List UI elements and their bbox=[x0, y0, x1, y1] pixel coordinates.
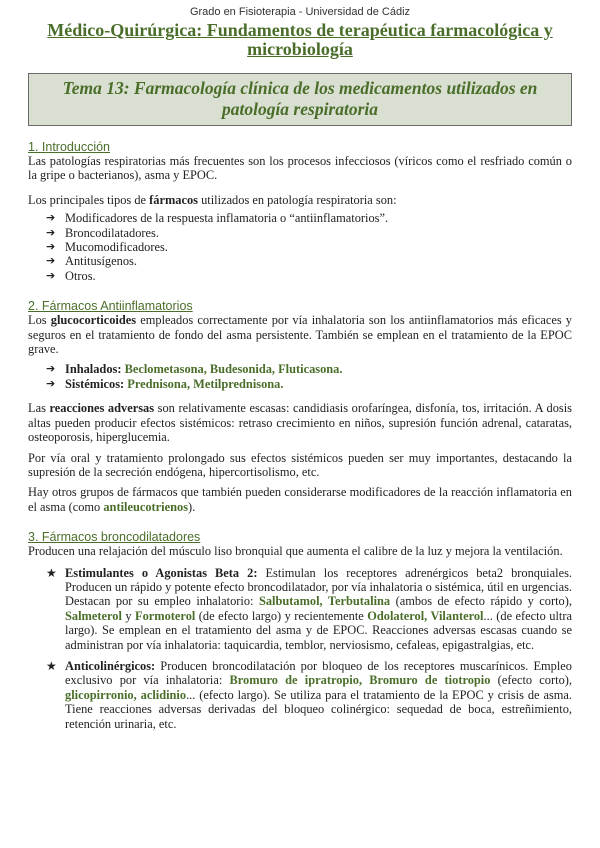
arrow-bullet-icon: ➔ bbox=[46, 362, 56, 376]
arrow-bullet-icon: ➔ bbox=[46, 225, 56, 239]
route-list bbox=[28, 362, 572, 391]
arrow-bullet-icon: ➔ bbox=[46, 376, 56, 390]
list-item: ➔ Sistémicos: Prednisona, Metilprednisona. bbox=[46, 376, 284, 391]
topic-title: Tema 13: Farmacología clínica de los medicamentos utilizados en patología respiratoria bbox=[62, 78, 538, 119]
arrow-bullet-icon: ➔ bbox=[46, 211, 56, 225]
paragraph: Hay otros grupos de fármacos que también pueden considerarse modificadores de la reacción inflamatoria en el asma (como antileucotrienos). bbox=[28, 485, 572, 514]
list-item: ➔ Otros. bbox=[46, 268, 96, 283]
list-item: ➔ Modificadores de la respuesta inflamatoria o “antiinflamatorios”. bbox=[46, 211, 389, 226]
bronchodilator-list bbox=[28, 566, 572, 731]
star-bullet-icon: ★ bbox=[46, 658, 57, 673]
arrow-bullet-icon: ➔ bbox=[46, 268, 56, 282]
document-title: Médico-Quirúrgica: Fundamentos de terapéutica farmacológica y microbiología bbox=[47, 20, 553, 59]
list-item: ➔ Broncodilatadores. bbox=[46, 225, 159, 240]
paragraph: Los glucocorticoides empleados correctamente por vía inhalatoria son los antiinflamatorios más eficaces y seguros en el tratamiento de fondo del asma persistente. También se emplean en el tratamiento de la EPOC grave. bbox=[28, 313, 572, 357]
section-heading-broncodilatadores: 3. Fármacos broncodilatadores bbox=[28, 530, 201, 545]
arrow-bullet-icon: ➔ bbox=[46, 254, 56, 268]
paragraph: Producen una relajación del músculo liso bronquial que aumenta el calibre de la luz y mejora la ventilación. bbox=[28, 544, 563, 559]
list-item: ➔ Mucomodificadores. bbox=[46, 240, 168, 255]
topic-title-box bbox=[28, 73, 572, 126]
list-item: ➔ Inhalados: Beclometasona, Budesonida, Fluticasona. bbox=[46, 362, 343, 377]
list-item: ➔ Antitusígenos. bbox=[46, 254, 137, 269]
paragraph: Las reacciones adversas son relativamente escasas: candidiasis orofaríngea, disfonía, tos, irritación. A dosis altas pueden producir efectos sistémicos: retraso crecimiento en niños, supresión función adrenal, cataratas, osteoporosis, hiperglucemia. bbox=[28, 401, 572, 445]
list-item: ★ Estimulantes o Agonistas Beta 2: Estimulan los receptores adrenérgicos beta2 bronquiales. Producen un rápido y potente efecto broncodilatador, por vía inhalatoria o sistémica, útil en urgencias. Destacan por su empleo inhalatorio: Salbutamol, Terbutalina (ambos de efecto rápido y corto), Salmeterol y Formoterol (de efecto largo) y recientemente Odolaterol, Vilanterol... (de efecto ultra largo). Se emplean en el tratamiento del asma y de EPOC. Reacciones adversas escasas cuando se administran por vía inhalatoria: taquicardia, temblor, nerviosismo, cefaleas, epigastralgias, etc. bbox=[46, 565, 572, 652]
paragraph: Las patologías respiratorias más frecuentes son los procesos infecciosos (víricos como el resfriado común o la gripe o bacterianos), asma y EPOC. bbox=[28, 154, 572, 183]
paragraph: Por vía oral y tratamiento prolongado sus efectos sistémicos pueden ser muy importantes, destacando la supresión de la secreción endógena, hipercortisolismo, etc. bbox=[28, 450, 572, 479]
star-bullet-icon: ★ bbox=[46, 565, 57, 580]
section-heading-antiinflamatorios: 2. Fármacos Antiinflamatorios bbox=[28, 299, 193, 314]
course-line: Grado en Fisioterapia - Universidad de Cádiz bbox=[189, 6, 411, 18]
section-heading-introduccion: 1. Introducción bbox=[28, 140, 110, 154]
list-item: ★ Anticolinérgicos: Producen broncodilatación por bloqueo de los receptores muscarínicos. Empleo exclusivo por vía inhalatoria: Bromuro de ipratropio, Bromuro de tiotropio (efecto corto), glicopirronio, aclidinio... (efecto largo). Se utiliza para el tratamiento de la EPOC y crisis de asma. Tiene reacciones adversas derivadas del bloqueo colinérgico: sequedad de boca, estreñimiento, retención urinaria, etc. bbox=[46, 658, 573, 731]
drug-type-list bbox=[28, 211, 572, 283]
paragraph: Los principales tipos de fármacos utilizados en patología respiratoria son: bbox=[28, 192, 397, 207]
arrow-bullet-icon: ➔ bbox=[46, 240, 56, 254]
